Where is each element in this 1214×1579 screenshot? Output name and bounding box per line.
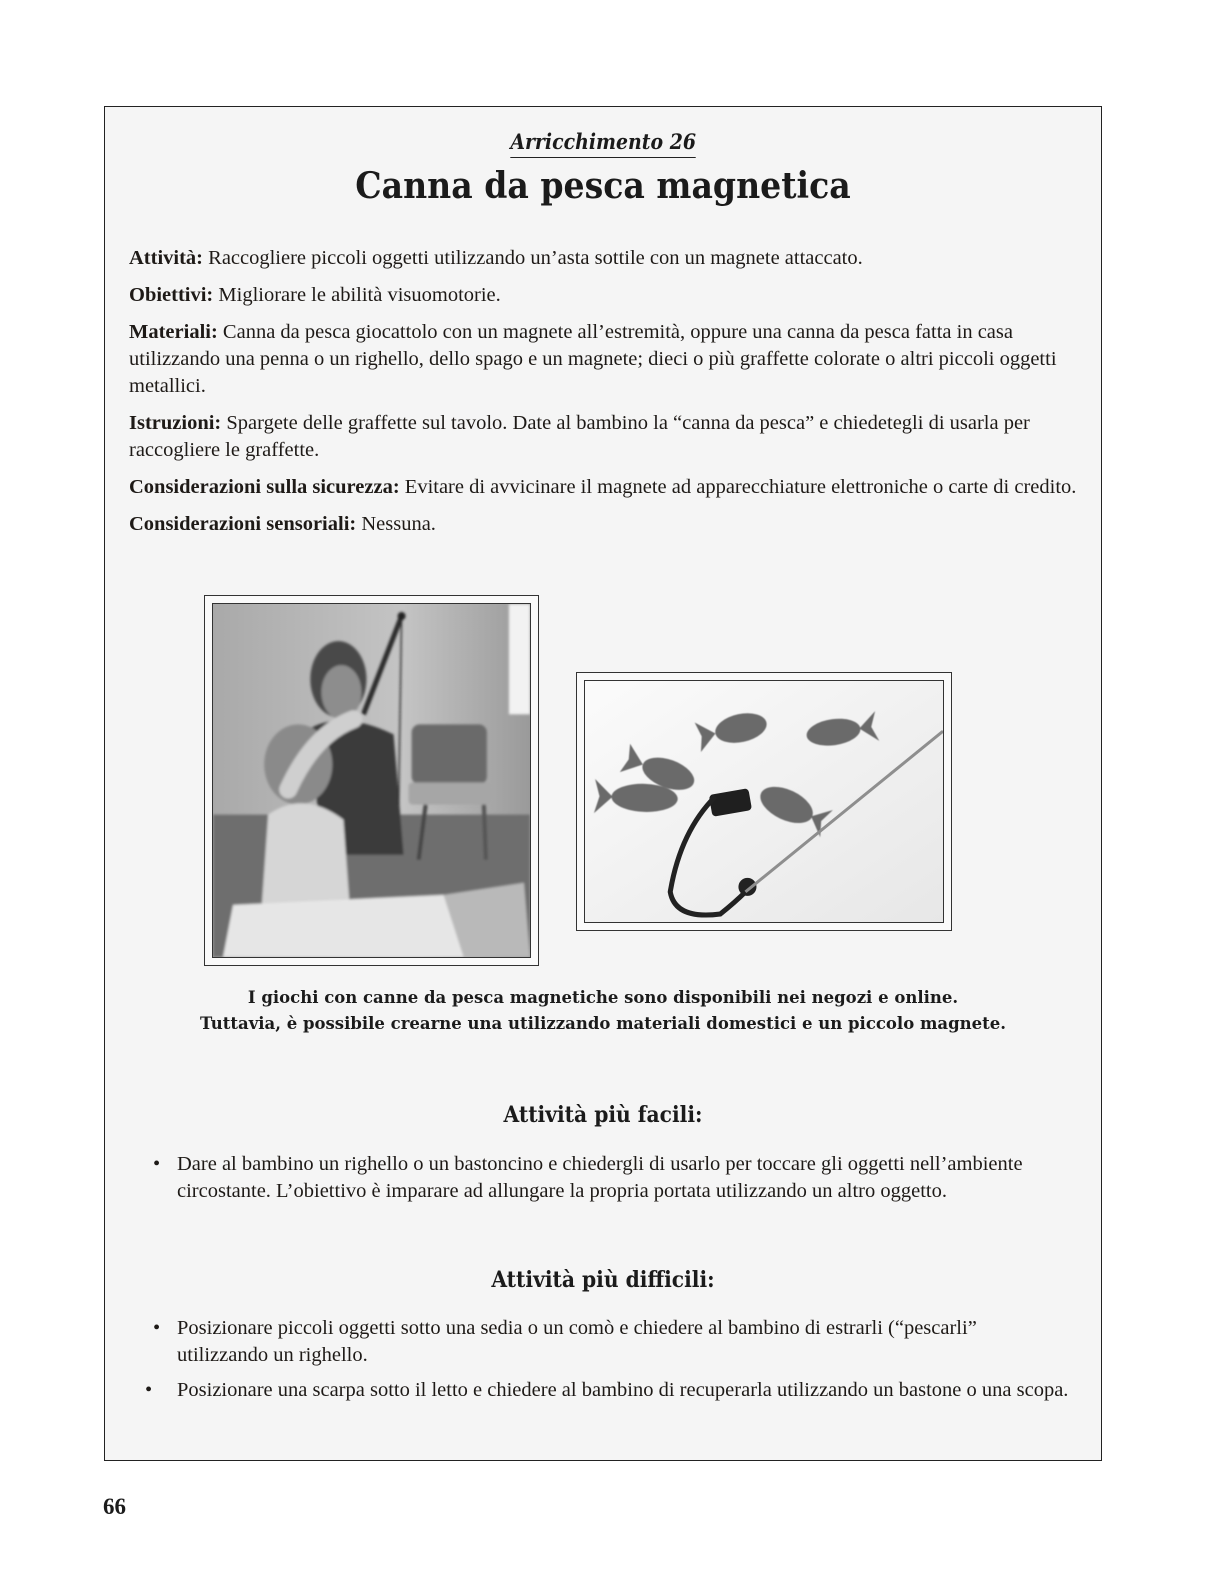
photo-magnetic-fish-image	[585, 681, 943, 922]
field-text: Spargete delle graffette sul tavolo. Date al bambino la “canna da pesca” e chiedetegli di usarla per raccogliere le graffette.	[129, 412, 1030, 461]
field-label: Considerazioni sulla sicurezza:	[129, 476, 400, 498]
field-obiettivi	[129, 282, 1079, 309]
caption-line: Tuttavia, è possibile crearne una utilizzando materiali domestici e un piccolo magnete.	[200, 1014, 1006, 1033]
activity-kicker	[105, 129, 1101, 158]
photo-magnetic-fish	[576, 672, 952, 931]
photo-caption	[105, 985, 1101, 1037]
field-label: Attività:	[129, 247, 204, 269]
field-materiali	[129, 319, 1079, 400]
field-text: Migliorare le abilità visuomotorie.	[213, 284, 501, 306]
field-text: Raccogliere piccoli oggetti utilizzando un’asta sottile con un magnete attaccato.	[203, 247, 863, 269]
photo-child-fishing-image	[213, 604, 530, 957]
photo-child-fishing	[204, 595, 539, 966]
kicker-text: Arricchimento 26	[510, 129, 696, 158]
page-number: 66	[103, 1494, 126, 1519]
bullet-icon: •	[153, 1317, 161, 1339]
bullet-icon: •	[145, 1379, 153, 1401]
field-label: Materiali:	[129, 321, 218, 343]
list-item	[145, 1377, 1071, 1404]
harder-activities-list	[145, 1315, 1071, 1412]
field-label: Obiettivi:	[129, 284, 214, 306]
list-item-text: Posizionare piccoli oggetti sotto una sedia o un comò e chiedere al bambino di estrarli (“pescarli” utilizzando un righello.	[177, 1317, 977, 1366]
field-label: Considerazioni sensoriali:	[129, 513, 357, 535]
field-text: Nessuna.	[356, 513, 436, 535]
field-label: Istruzioni:	[129, 412, 222, 434]
field-sensoriali	[129, 511, 1079, 538]
activity-fields	[129, 245, 1079, 548]
field-text: Evitare di avvicinare il magnete ad apparecchiature elettroniche o carte di credito.	[399, 476, 1077, 498]
field-istruzioni	[129, 410, 1079, 464]
list-item-text: Posizionare una scarpa sotto il letto e chiedere al bambino di recuperarla utilizzando un bastone o una scopa.	[177, 1379, 1069, 1401]
page-title: Canna da pesca magnetica	[355, 165, 851, 207]
list-item	[153, 1151, 1071, 1205]
bullet-icon: •	[153, 1153, 161, 1175]
field-text: Canna da pesca giocattolo con un magnete all’estremità, oppure una canna da pesca fatta in casa utilizzando una penna o un righello, dello spago e un magnete; dieci o più graffette colorate o altri piccoli oggetti metallici.	[129, 321, 1057, 397]
field-sicurezza	[129, 474, 1079, 501]
easier-activities-heading: Attività più facili:	[503, 1102, 703, 1128]
harder-activities-heading: Attività più difficili:	[491, 1267, 715, 1293]
activity-box	[104, 106, 1102, 1461]
list-item-text: Dare al bambino un righello o un bastoncino e chiedergli di usarlo per toccare gli oggetti nell’ambiente circostante. L’obiettivo è imparare ad allungare la propria portata utilizzando un altro oggetto.	[177, 1153, 1023, 1202]
list-item	[153, 1315, 1071, 1369]
field-attivita	[129, 245, 1079, 272]
caption-line: I giochi con canne da pesca magnetiche sono disponibili nei negozi e online.	[247, 988, 959, 1007]
easier-activities-list	[153, 1151, 1071, 1213]
